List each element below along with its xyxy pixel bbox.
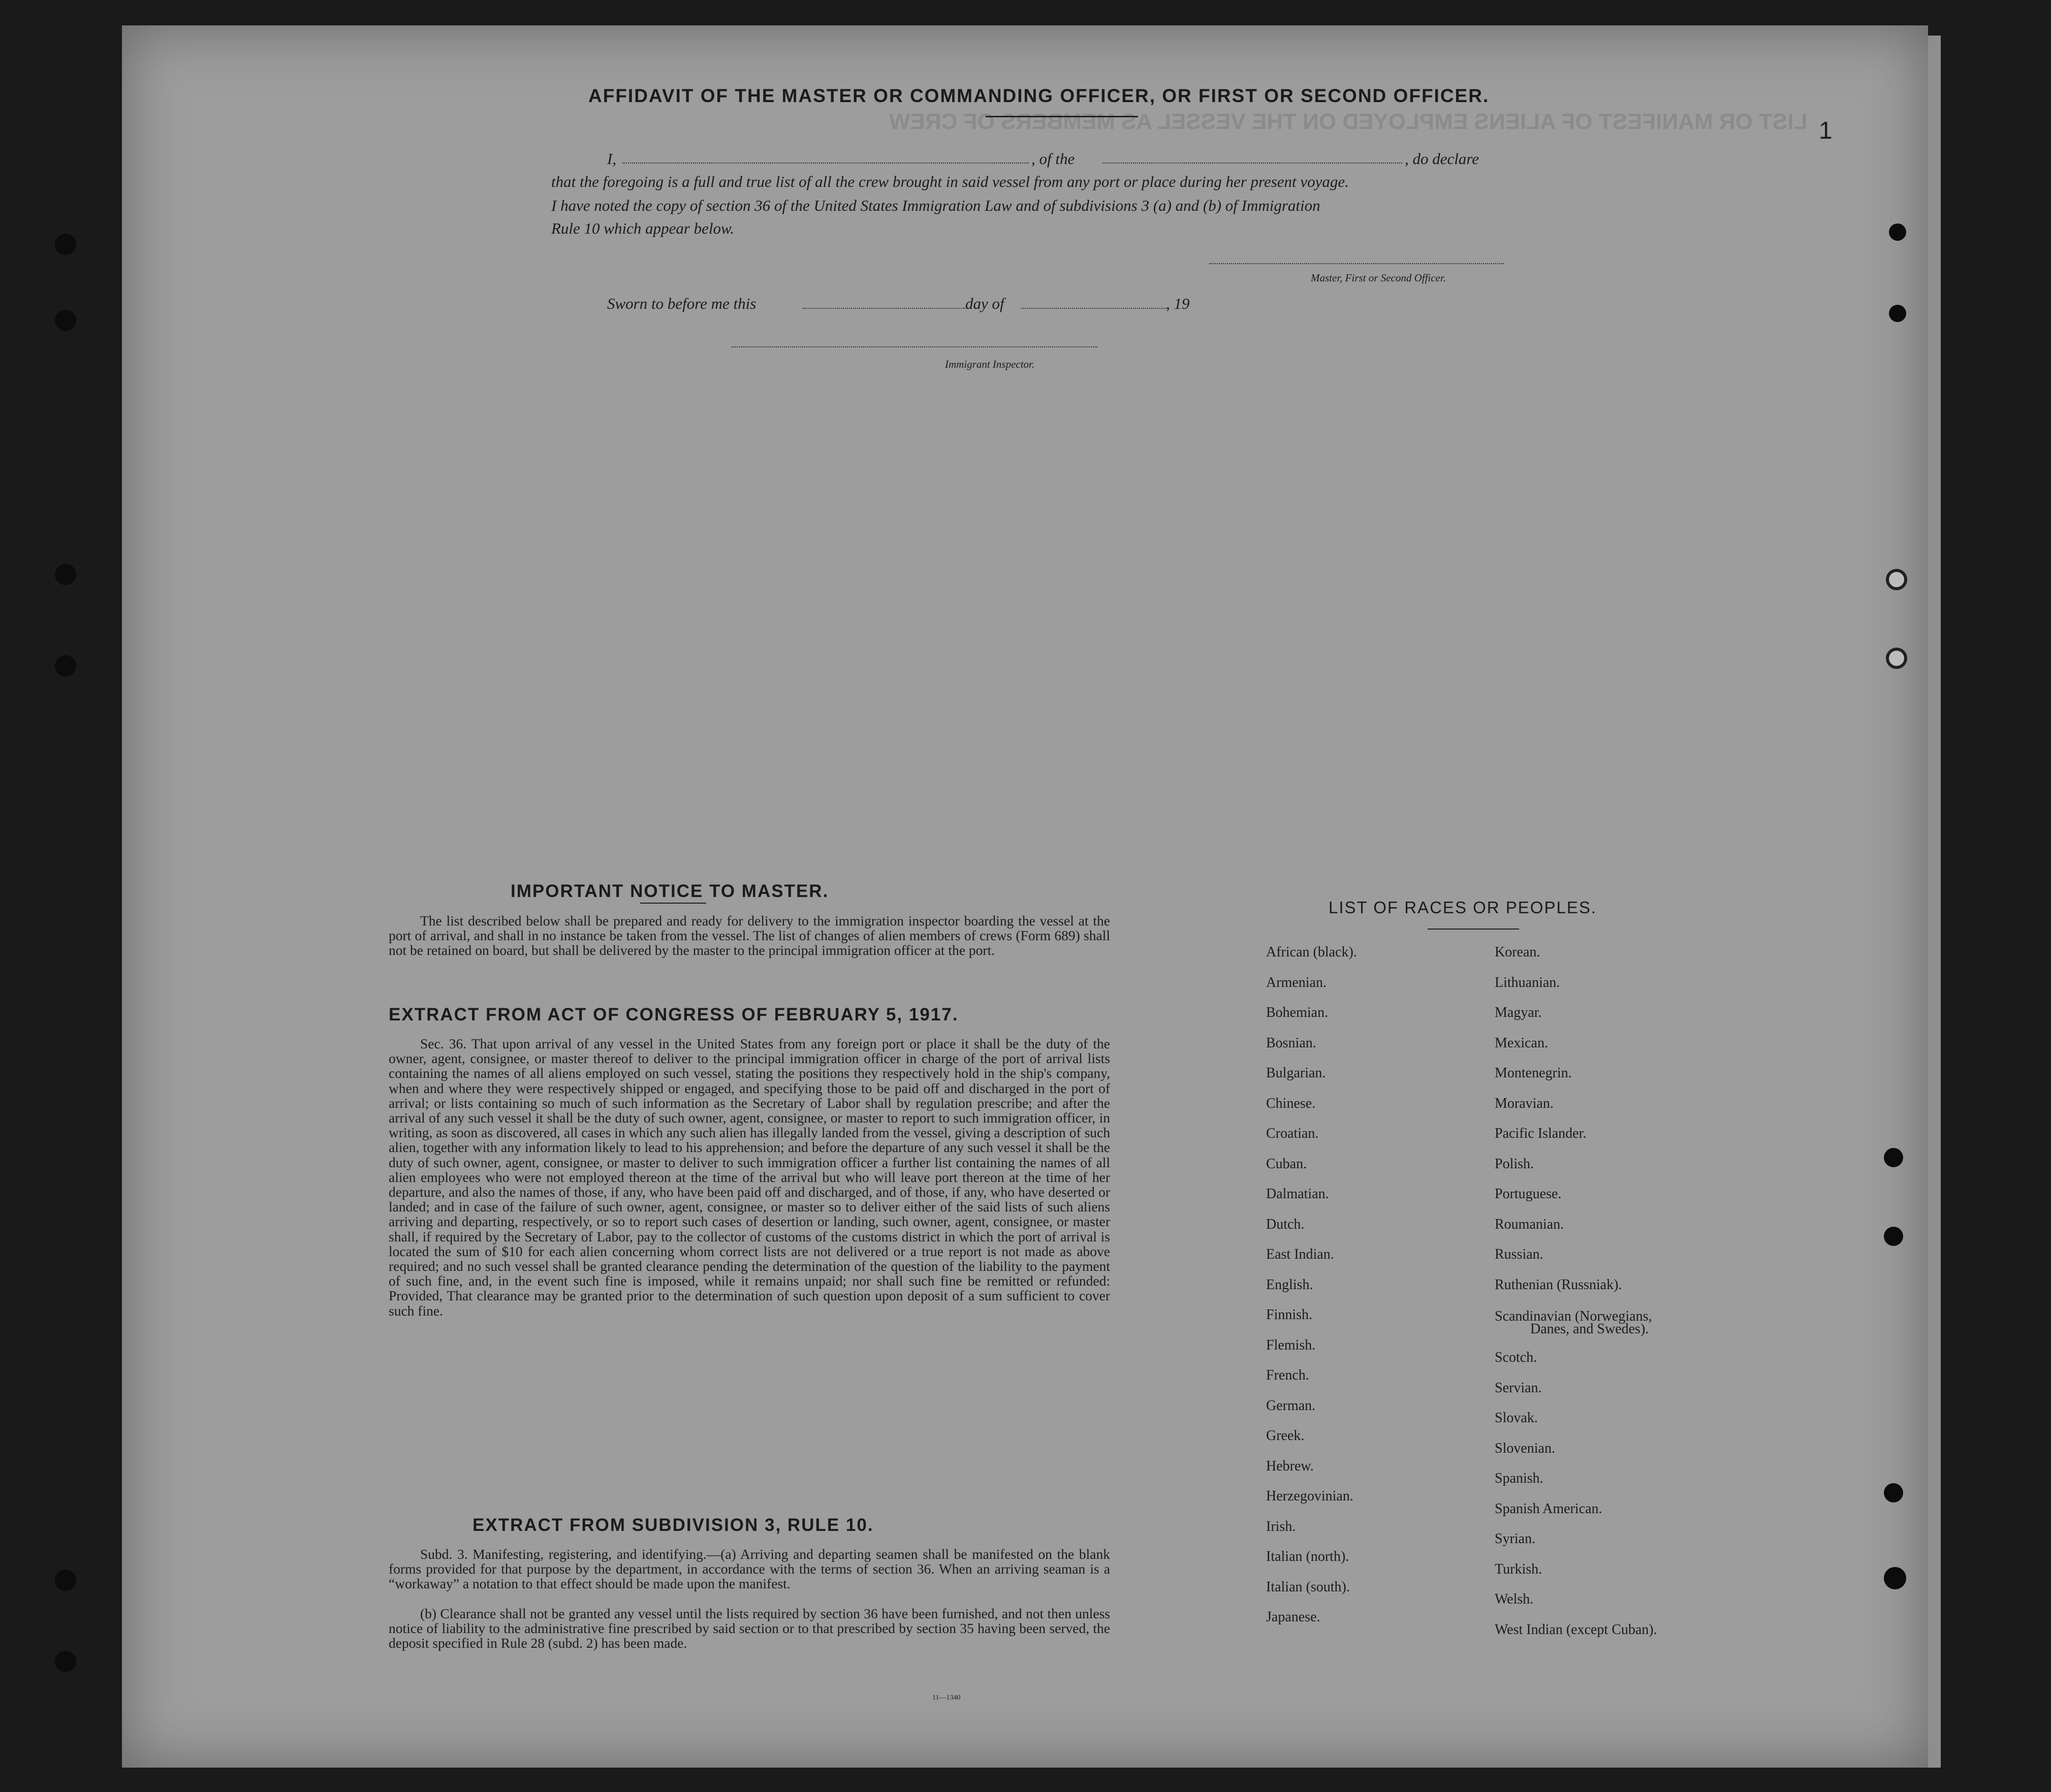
race-item: Magyar. — [1495, 1005, 1542, 1020]
race-item: Irish. — [1266, 1518, 1296, 1534]
race-item: Syrian. — [1495, 1531, 1536, 1547]
punch-hole — [1889, 223, 1906, 241]
punch-hole — [1886, 648, 1907, 669]
race-item: Scotch. — [1495, 1350, 1537, 1365]
affidavit-of-the-label: , of the — [1031, 150, 1075, 168]
sworn-day-field[interactable] — [803, 308, 965, 309]
race-item: Servian. — [1495, 1380, 1542, 1396]
inspector-caption: Immigrant Inspector. — [945, 358, 1035, 370]
races-left-column — [1266, 937, 1357, 1633]
year-label: , 19 — [1166, 295, 1190, 312]
sworn-month-field[interactable] — [1021, 308, 1169, 309]
race-item: Dutch. — [1266, 1216, 1305, 1232]
act-title: EXTRACT FROM ACT OF CONGRESS OF FEBRUARY 5, 1917. — [389, 1005, 959, 1025]
punch-hole — [1884, 1227, 1903, 1246]
race-item: Montenegrin. — [1495, 1065, 1572, 1081]
race-item: Russian. — [1495, 1246, 1543, 1262]
race-item: Hebrew. — [1266, 1458, 1314, 1474]
bleed-through-header: LIST OR MANIFEST OF ALIENS EMPLOYED ON THE VESSEL AS MEMBERS OF CREW — [889, 109, 1808, 134]
form-number: 11—1340 — [932, 1694, 961, 1702]
rule-para-b: (b) Clearance shall not be granted any vessel until the lists required by section 36 have been furnished, and not then unless notice of liability to the administrative fine prescribed by said section or to that prescribed by section 35 having been served, the deposit specified in Rule 28 (subd. 2) has been made. — [389, 1606, 1110, 1651]
affidavit-title: AFFIDAVIT OF THE MASTER OR COMMANDING OFFICER, OR FIRST OR SECOND OFFICER. — [588, 85, 1490, 106]
sworn-label: Sworn to before me this — [607, 295, 756, 312]
rule-title: EXTRACT FROM SUBDIVISION 3, RULE 10. — [472, 1515, 874, 1535]
race-item: Lithuanian. — [1495, 974, 1560, 990]
affidavit-i-label: I, — [607, 150, 617, 168]
notice-body: The list described below shall be prepared and ready for delivery to the immigration inspector boarding the vessel at the port of arrival, and shall in no instance be taken from the vessel. The list of changes of alien members of crews (Form 689) shall not be retained on board, but shall be delivered by the master to the principal immigration officer at the port. — [389, 913, 1110, 958]
race-item: Turkish. — [1495, 1561, 1542, 1577]
race-item: Scandinavian (Norwegians, — [1495, 1308, 1652, 1324]
race-item: Roumanian. — [1495, 1216, 1564, 1232]
document-sheet — [122, 25, 1928, 1768]
race-item: Greek. — [1266, 1428, 1305, 1444]
punch-hole — [1884, 1567, 1906, 1589]
master-caption: Master, First or Second Officer. — [1311, 272, 1446, 284]
act-body: Sec. 36. That upon arrival of any vessel in the United States from any foreign port or place it shall be the duty of the owner, agent, consignee, or master thereof to deliver to the principal immigration officer in charge of the port of arrival lists containing the names of all aliens employed on such vessel, stating the positions they respectively hold in the ship's company, when and where they were respectively shipped or engaged, and specifying those to be paid off and discharged in the port of arrival; or lists containing so much of such information as the Secretary of Labor shall by regulation prescribe; and after the arrival of any such vessel it shall be the duty of such owner, agent, consignee, or master to report to such immigration officer, in writing, as soon as discovered, all cases in which any such alien has illegally landed from the vessel, giving a description of such alien, together with any information likely to lead to his apprehension; and before the departure of any such vessel it shall be the duty of such owner, agent, consignee, or master to deliver to such immigration officer a further list containing the names of all alien employees who were not employed thereon at the time of the arrival but who will leave port thereon at the time of her departure, and also the names of those, if any, who have been paid off and discharged, and of those, if any, who have deserted or landed; and in case of the failure of such owner, agent, consignee, or master so to deliver either of the said lists of such aliens arriving and departing, respectively, or so to report such cases of desertion or landing, such owner, agent, consignee, or master shall, if required by the Secretary of Labor, pay to the collector of customs of the customs district in which the port of arrival is located the sum of $10 for each alien concerning whom correct lists are not delivered or a true report is not made as above required; and no such vessel shall be granted clearance pending the determination of the question of the liability to the payment of such fine, and, in the event such fine is imposed, while it remains unpaid; nor shall such fine be remitted or refunded: Provided, That clearance may be granted prior to the determination of such question upon deposit of a sum sufficient to cover such fine. — [389, 1036, 1110, 1319]
master-signature-line[interactable] — [1209, 263, 1504, 264]
binder-hole — [55, 655, 76, 677]
race-item: Bohemian. — [1266, 1005, 1329, 1020]
binder-hole — [55, 1651, 76, 1672]
title-rule — [986, 116, 1138, 117]
race-item: English. — [1266, 1276, 1313, 1293]
race-item: Herzegovinian. — [1266, 1488, 1353, 1504]
punch-hole — [1889, 305, 1906, 322]
race-item: Polish. — [1495, 1156, 1534, 1172]
race-item: Danes, and Swedes). — [1530, 1321, 1649, 1337]
binder-hole — [55, 310, 76, 331]
race-item: German. — [1266, 1397, 1316, 1414]
notice-title: IMPORTANT NOTICE TO MASTER. — [511, 881, 829, 901]
race-item: Italian (south). — [1266, 1579, 1350, 1595]
inspector-signature-line[interactable] — [732, 346, 1097, 347]
race-item: Pacific Islander. — [1495, 1126, 1587, 1141]
rule-para-a: Subd. 3. Manifesting, registering, and identifying.—(a) Arriving and departing seamen shall be manifested on the blank forms provided for that purpose by the department, in accordance with the terms of section 36. When an arriving seaman is a “workaway” a notation to that effect should be made upon the manifest. — [389, 1546, 1110, 1592]
vessel-name-field[interactable] — [1102, 163, 1402, 164]
race-item: Spanish. — [1495, 1470, 1543, 1486]
race-item: French. — [1266, 1367, 1309, 1383]
race-item: Dalmatian. — [1266, 1186, 1329, 1202]
race-item: Ruthenian (Russniak). — [1495, 1276, 1622, 1293]
affidavit-line-3: I have noted the copy of section 36 of the United States Immigration Law and of subdivisions 3 (a) and (b) of Immigration — [551, 197, 1320, 214]
binder-hole — [55, 234, 76, 255]
punch-hole — [1884, 1148, 1903, 1167]
race-item: African (black). — [1266, 944, 1357, 960]
page-mark: 1 — [1819, 117, 1833, 144]
affidavit-line-2: that the foregoing is a full and true list of all the crew brought in said vessel from any port or place during her present voyage. — [551, 173, 1349, 190]
notice-rule — [640, 903, 706, 904]
declarant-name-field[interactable] — [622, 163, 1029, 164]
race-item: Italian (north). — [1266, 1549, 1349, 1564]
race-item: Chinese. — [1266, 1095, 1316, 1111]
race-item: Bosnian. — [1266, 1035, 1316, 1051]
race-item: East Indian. — [1266, 1246, 1334, 1262]
race-item: Japanese. — [1266, 1609, 1320, 1625]
race-item: Armenian. — [1266, 974, 1327, 990]
race-item: Cuban. — [1266, 1156, 1307, 1172]
race-item: Slovak. — [1495, 1410, 1538, 1426]
race-item: Finnish. — [1266, 1307, 1313, 1323]
affidavit-line-4: Rule 10 which appear below. — [551, 219, 735, 237]
races-title: LIST OF RACES OR PEOPLES. — [1329, 898, 1597, 917]
punch-hole — [1884, 1483, 1903, 1502]
day-of-label: day of — [965, 295, 1004, 312]
races-rule — [1428, 929, 1519, 930]
race-item: Portuguese. — [1495, 1186, 1562, 1202]
race-item: West Indian (except Cuban). — [1495, 1621, 1657, 1638]
race-item: Welsh. — [1495, 1591, 1534, 1607]
race-item: Croatian. — [1266, 1126, 1319, 1141]
race-item: Bulgarian. — [1266, 1065, 1326, 1081]
punch-hole — [1886, 569, 1907, 590]
race-item: Korean. — [1495, 944, 1540, 960]
race-item: Spanish American. — [1495, 1500, 1602, 1517]
race-item: Moravian. — [1495, 1095, 1554, 1111]
race-item: Mexican. — [1495, 1035, 1548, 1051]
binder-hole — [55, 1570, 76, 1591]
races-right-column — [1495, 937, 1657, 1645]
race-item: Slovenian. — [1495, 1440, 1555, 1456]
affidavit-declare-label: , do declare — [1405, 150, 1479, 168]
race-item: Flemish. — [1266, 1337, 1316, 1353]
binder-hole — [55, 564, 76, 585]
